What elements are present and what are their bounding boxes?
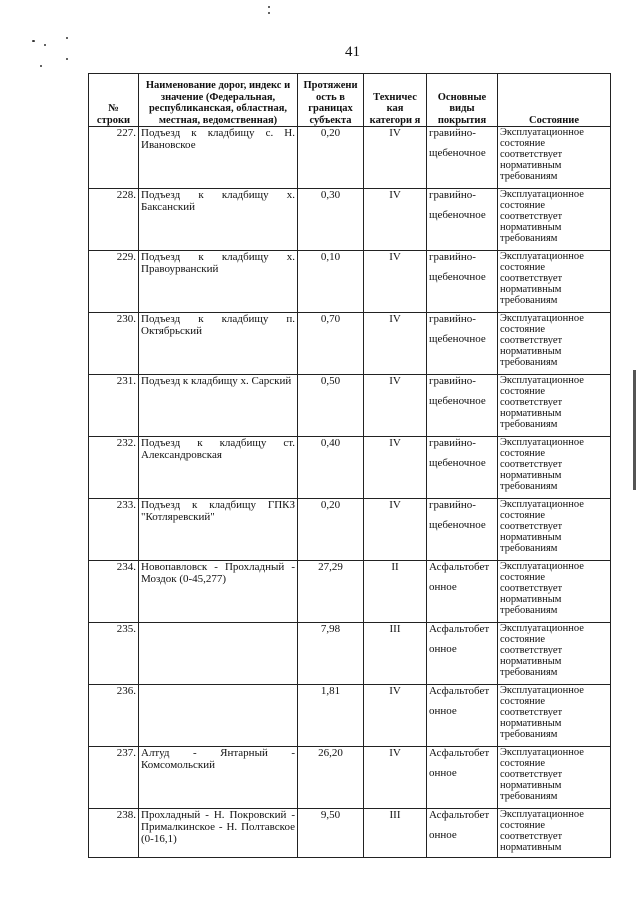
road-cover <box>427 251 498 313</box>
scan-speck <box>268 12 270 14</box>
table-row <box>89 251 611 313</box>
cover-line-2: онное <box>429 643 457 655</box>
road-length: 0,70 <box>298 313 364 375</box>
road-category: III <box>364 623 427 685</box>
scan-speck <box>633 370 636 490</box>
table-row <box>89 375 611 437</box>
scan-speck <box>32 40 35 42</box>
road-state: Эксплуатационное состояние соответствует нормативным требованиям <box>498 189 611 251</box>
scan-speck <box>268 6 270 8</box>
road-length: 0,10 <box>298 251 364 313</box>
road-cover <box>427 747 498 809</box>
road-name: Подъезд к кладбищу ГПКЗ "Котляревский" <box>139 499 298 561</box>
header-state: Состояние <box>498 74 611 127</box>
road-name: Подъезд к кладбищу ст. Александровская <box>139 437 298 499</box>
scan-speck <box>40 65 42 67</box>
road-state: Эксплуатационное состояние соответствует нормативным требованиям <box>498 747 611 809</box>
table-header-row <box>89 74 611 127</box>
road-name: Подъезд к кладбищу х. Сарский <box>139 375 298 437</box>
road-state: Эксплуатационное состояние соответствует нормативным требованиям <box>498 375 611 437</box>
road-length: 27,29 <box>298 561 364 623</box>
road-cover <box>427 499 498 561</box>
cover-line-1: Асфальтобет <box>429 747 490 759</box>
road-cover <box>427 313 498 375</box>
row-number: 234. <box>89 561 139 623</box>
header-category: Техничес кая категори я <box>364 74 427 127</box>
road-state: Эксплуатационное состояние соответствует нормативным требованиям <box>498 561 611 623</box>
road-category: IV <box>364 127 427 189</box>
road-name: Подъезд к кладбищу х. Правоурванский <box>139 251 298 313</box>
road-state: Эксплуатационное состояние соответствует нормативным требованиям <box>498 127 611 189</box>
cover-line-2: щебеночное <box>429 519 486 531</box>
cover-line-1: Асфальтобет <box>429 623 490 635</box>
road-category: IV <box>364 189 427 251</box>
table-row <box>89 189 611 251</box>
road-state: Эксплуатационное состояние соответствует нормативным требованиям <box>498 685 611 747</box>
cover-line-1: гравийно- <box>429 189 476 201</box>
road-category: IV <box>364 437 427 499</box>
table-row <box>89 809 611 858</box>
road-cover <box>427 809 498 858</box>
table-row <box>89 313 611 375</box>
road-length: 26,20 <box>298 747 364 809</box>
road-name <box>139 685 298 747</box>
cover-line-1: гравийно- <box>429 251 476 263</box>
row-number: 232. <box>89 437 139 499</box>
road-cover <box>427 189 498 251</box>
row-number: 237. <box>89 747 139 809</box>
road-length: 9,50 <box>298 809 364 858</box>
cover-line-2: щебеночное <box>429 209 486 221</box>
road-category: III <box>364 809 427 858</box>
table-row <box>89 437 611 499</box>
cover-line-1: гравийно- <box>429 499 476 511</box>
cover-line-1: Асфальтобет <box>429 809 490 821</box>
road-category: IV <box>364 499 427 561</box>
road-cover <box>427 685 498 747</box>
table-row <box>89 747 611 809</box>
road-name <box>139 623 298 685</box>
road-state: Эксплуатационное состояние соответствует нормативным требованиям <box>498 437 611 499</box>
table-row <box>89 499 611 561</box>
row-number: 227. <box>89 127 139 189</box>
scan-speck <box>66 37 68 39</box>
cover-line-2: щебеночное <box>429 147 486 159</box>
table-row <box>89 561 611 623</box>
road-category: IV <box>364 251 427 313</box>
road-state: Эксплуатационное состояние соответствует нормативным требованиям <box>498 499 611 561</box>
row-number: 235. <box>89 623 139 685</box>
road-category: IV <box>364 375 427 437</box>
cover-line-1: гравийно- <box>429 437 476 449</box>
road-name: Прохладный - Н. Покровский - Прималкинское - Н. Полтавское (0-16,1) <box>139 809 298 858</box>
road-cover <box>427 375 498 437</box>
road-name: Алтуд - Янтарный - Комсомольский <box>139 747 298 809</box>
row-number: 233. <box>89 499 139 561</box>
road-name: Новопавловск - Прохладный - Моздок (0-45,277) <box>139 561 298 623</box>
cover-line-2: щебеночное <box>429 333 486 345</box>
row-number: 238. <box>89 809 139 858</box>
road-category: IV <box>364 747 427 809</box>
cover-line-2: щебеночное <box>429 457 486 469</box>
road-length: 7,98 <box>298 623 364 685</box>
road-cover <box>427 561 498 623</box>
table-row <box>89 127 611 189</box>
road-length: 0,20 <box>298 499 364 561</box>
cover-line-2: онное <box>429 767 457 779</box>
road-state: Эксплуатационное состояние соответствует нормативным <box>498 809 611 858</box>
row-number: 236. <box>89 685 139 747</box>
cover-line-2: онное <box>429 581 457 593</box>
road-cover <box>427 127 498 189</box>
road-cover <box>427 437 498 499</box>
road-state: Эксплуатационное состояние соответствует нормативным требованиям <box>498 313 611 375</box>
header-cover: Основные виды покрытия <box>427 74 498 127</box>
road-name: Подъезд к кладбищу х. Баксанский <box>139 189 298 251</box>
row-number: 230. <box>89 313 139 375</box>
header-length: Протяжени ость в границах субъекта <box>298 74 364 127</box>
road-category: II <box>364 561 427 623</box>
page-number: 41 <box>345 44 360 60</box>
cover-line-1: гравийно- <box>429 127 476 139</box>
road-state: Эксплуатационное состояние соответствует нормативным требованиям <box>498 251 611 313</box>
row-number: 228. <box>89 189 139 251</box>
cover-line-1: Асфальтобет <box>429 561 490 573</box>
cover-line-2: щебеночное <box>429 395 486 407</box>
cover-line-2: онное <box>429 705 457 717</box>
road-length: 0,40 <box>298 437 364 499</box>
road-length: 1,81 <box>298 685 364 747</box>
cover-line-2: щебеночное <box>429 271 486 283</box>
road-length: 0,50 <box>298 375 364 437</box>
scan-speck <box>44 44 46 46</box>
header-row-number: № строки <box>89 74 139 127</box>
table-row <box>89 623 611 685</box>
header-road-name: Наименование дорог, индекс и значение (Федеральная, республиканская, областная, местная, ведомственная) <box>139 74 298 127</box>
road-category: IV <box>364 685 427 747</box>
road-length: 0,20 <box>298 127 364 189</box>
row-number: 229. <box>89 251 139 313</box>
road-name: Подъезд к кладбищу п. Октябрьский <box>139 313 298 375</box>
road-state: Эксплуатационное состояние соответствует нормативным требованиям <box>498 623 611 685</box>
table-row <box>89 685 611 747</box>
cover-line-1: гравийно- <box>429 313 476 325</box>
cover-line-1: Асфальтобет <box>429 685 490 697</box>
road-category: IV <box>364 313 427 375</box>
cover-line-2: онное <box>429 829 457 841</box>
roads-table <box>88 73 611 858</box>
road-length: 0,30 <box>298 189 364 251</box>
row-number: 231. <box>89 375 139 437</box>
scan-speck <box>66 58 68 60</box>
road-name: Подъезд к кладбищу с. Н. Ивановское <box>139 127 298 189</box>
road-cover <box>427 623 498 685</box>
cover-line-1: гравийно- <box>429 375 476 387</box>
